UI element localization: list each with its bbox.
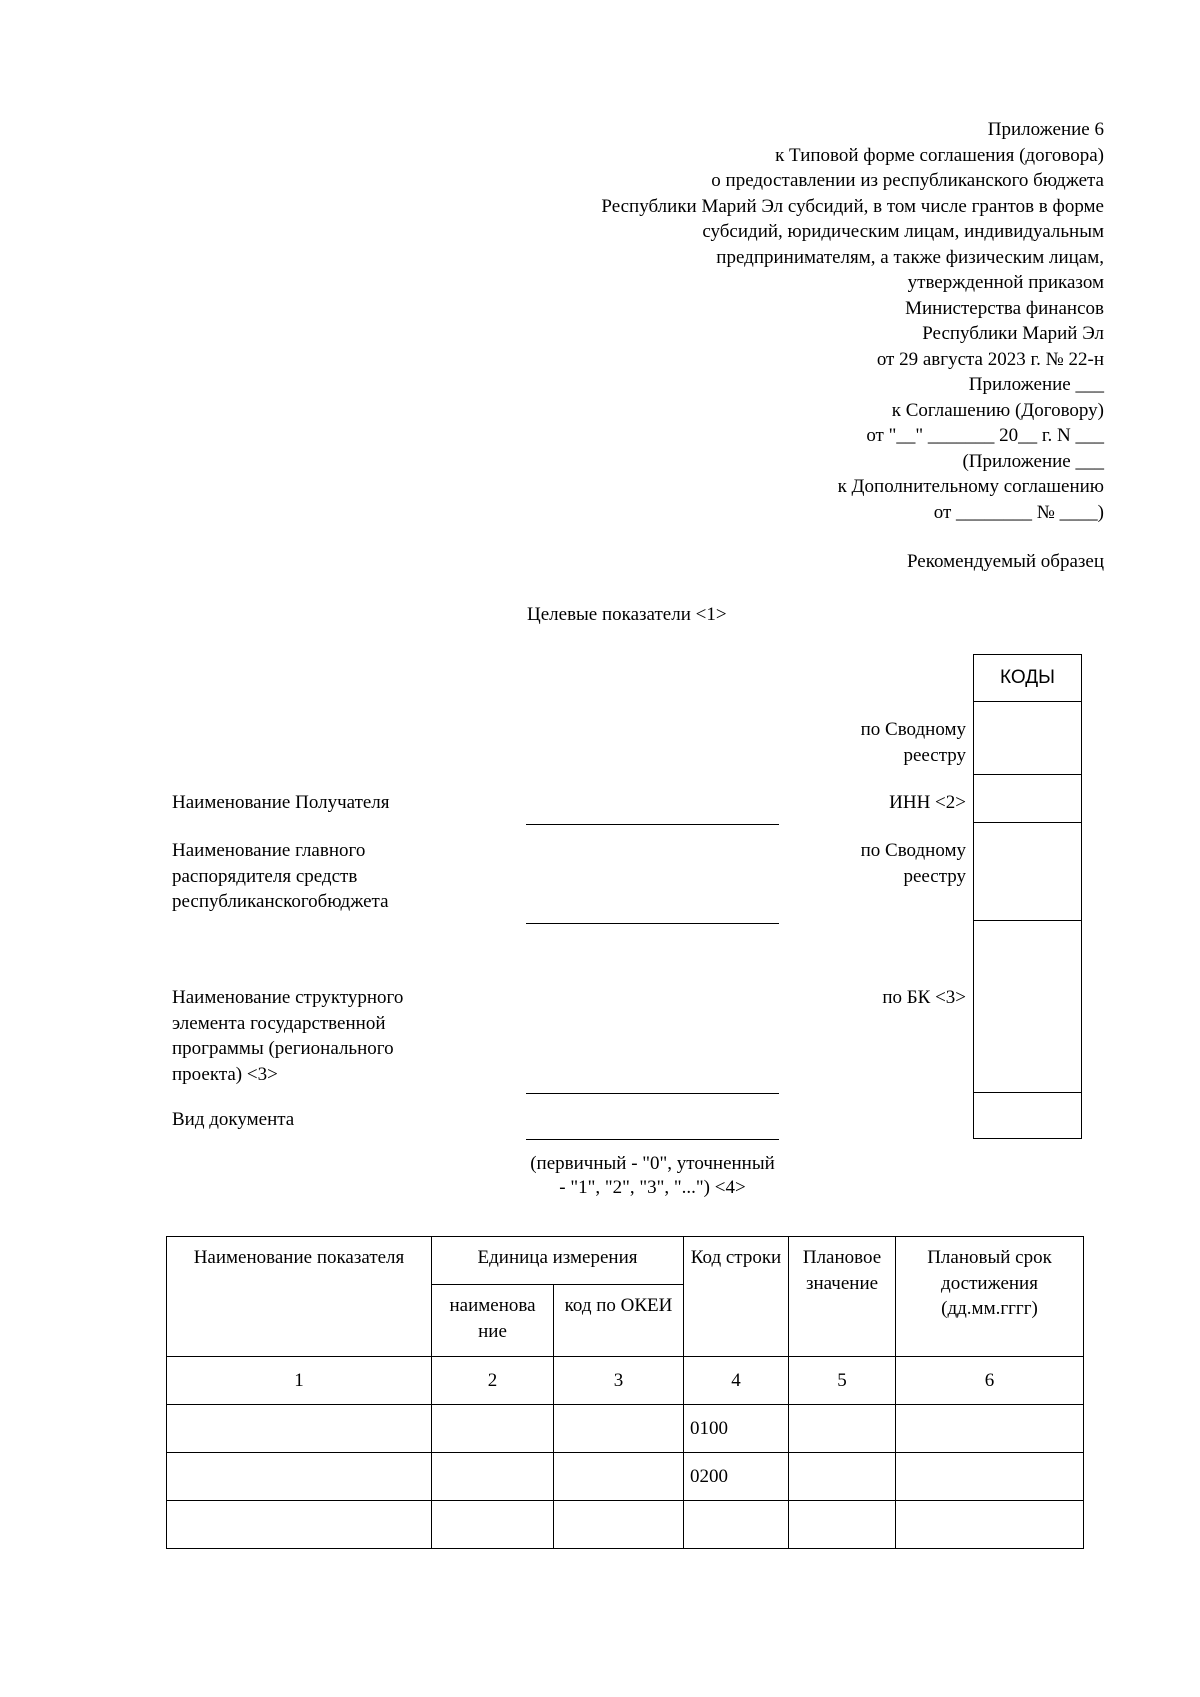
header-line: о предоставлении из республиканского бюджета	[711, 170, 1104, 191]
header-block	[464, 117, 1104, 525]
bk-label: по БК <3>	[882, 987, 966, 1008]
col-header-plan-date: Плановый срок достижения (дд.мм.гггг)	[896, 1237, 1084, 1357]
row-code-cell	[684, 1501, 789, 1549]
row-code-cell: 0100	[684, 1405, 789, 1453]
unit-name-cell[interactable]	[432, 1501, 554, 1549]
indicator-name-cell[interactable]	[167, 1501, 432, 1549]
main-manager-label: Наименование главного распорядителя средств республиканскогобюджета	[172, 840, 389, 912]
col-number: 5	[789, 1357, 896, 1405]
col-header-unit: Единица измерения	[432, 1237, 684, 1285]
header-line: Приложение 6	[987, 119, 1104, 140]
plan-value-cell[interactable]	[789, 1405, 896, 1453]
header-line: (Приложение ___	[962, 450, 1104, 472]
doc-type-field[interactable]	[526, 1139, 779, 1140]
plan-date-cell[interactable]	[896, 1405, 1084, 1453]
header-line: к Типовой форме соглашения (договора)	[775, 144, 1104, 166]
plan-value-cell[interactable]	[789, 1501, 896, 1549]
header-line: Республики Марий Эл субсидий, в том числе грантов в форме	[601, 195, 1104, 217]
col-header-unit-code: код по ОКЕИ	[554, 1285, 684, 1357]
col-header-unit-name: наименова ние	[432, 1285, 554, 1357]
doc-type-note: (первичный - "0", уточненный - "1", "2", "3", "...") <4>	[530, 1153, 775, 1198]
unit-code-cell[interactable]	[554, 1405, 684, 1453]
structural-element-label: Наименование структурного элемента государственной программы (регионального проекта) <3>	[172, 987, 404, 1085]
recipient-field[interactable]	[526, 824, 779, 825]
col-number: 6	[896, 1357, 1084, 1405]
unit-code-cell[interactable]	[554, 1453, 684, 1501]
col-header-plan-value: Плановое значение	[789, 1237, 896, 1357]
col-number: 4	[684, 1357, 789, 1405]
header-line: к Дополнительному соглашению	[837, 476, 1104, 497]
svodny-reestr-label-2: по Сводному реестру	[860, 840, 966, 887]
header-line: Министерства финансов	[905, 297, 1104, 319]
row-code-cell: 0200	[684, 1453, 789, 1501]
header-line: утвержденной приказом	[907, 272, 1104, 293]
doc-type-label: Вид документа	[172, 1109, 295, 1130]
col-header-row-code: Код строки	[684, 1237, 789, 1357]
header-line: к Соглашению (Договору)	[891, 399, 1104, 421]
header-line: субсидий, юридическим лицам, индивидуальным	[702, 221, 1104, 242]
unit-code-cell[interactable]	[554, 1501, 684, 1549]
code-cell-svodny-2[interactable]	[974, 823, 1081, 921]
svodny-reestr-label-1: по Сводному реестру	[860, 719, 966, 766]
structural-element-field[interactable]	[526, 1093, 779, 1094]
col-number: 3	[554, 1357, 684, 1405]
table-row	[167, 1453, 1084, 1501]
indicator-name-cell[interactable]	[167, 1405, 432, 1453]
unit-name-cell[interactable]	[432, 1405, 554, 1453]
header-line: предпринимателям, а также физическим лицам,	[716, 246, 1104, 268]
codes-header: КОДЫ	[974, 655, 1081, 702]
plan-value-cell[interactable]	[789, 1453, 896, 1501]
codes-box	[973, 654, 1082, 1139]
code-cell-inn[interactable]	[974, 775, 1081, 823]
code-cell-svodny-1[interactable]	[974, 702, 1081, 775]
col-number: 2	[432, 1357, 554, 1405]
target-indicators-table	[166, 1236, 1084, 1549]
table-row	[167, 1405, 1084, 1453]
header-line: от "__" _______ 20__ г. N ___	[866, 425, 1104, 446]
unit-name-cell[interactable]	[432, 1453, 554, 1501]
plan-date-cell[interactable]	[896, 1501, 1084, 1549]
page-title: Целевые показатели <1>	[527, 604, 727, 625]
header-line: Республики Марий Эл	[922, 323, 1104, 344]
header-line: от ________ № ____)	[933, 501, 1104, 523]
main-manager-field[interactable]	[526, 923, 779, 924]
code-cell-doc-type[interactable]	[974, 1093, 1081, 1137]
header-line: Приложение ___	[968, 374, 1104, 395]
table-row	[167, 1501, 1084, 1549]
plan-date-cell[interactable]	[896, 1453, 1084, 1501]
header-line: от 29 августа 2023 г. № 22-н	[876, 348, 1104, 370]
indicator-name-cell[interactable]	[167, 1453, 432, 1501]
inn-label: ИНН <2>	[889, 792, 966, 813]
col-header-indicator-name: Наименование показателя	[167, 1237, 432, 1357]
col-number: 1	[167, 1357, 432, 1405]
recommended-sample-label: Рекомендуемый образец	[906, 551, 1104, 572]
recipient-label: Наименование Получателя	[172, 792, 390, 813]
code-cell-bk[interactable]	[974, 921, 1081, 1093]
